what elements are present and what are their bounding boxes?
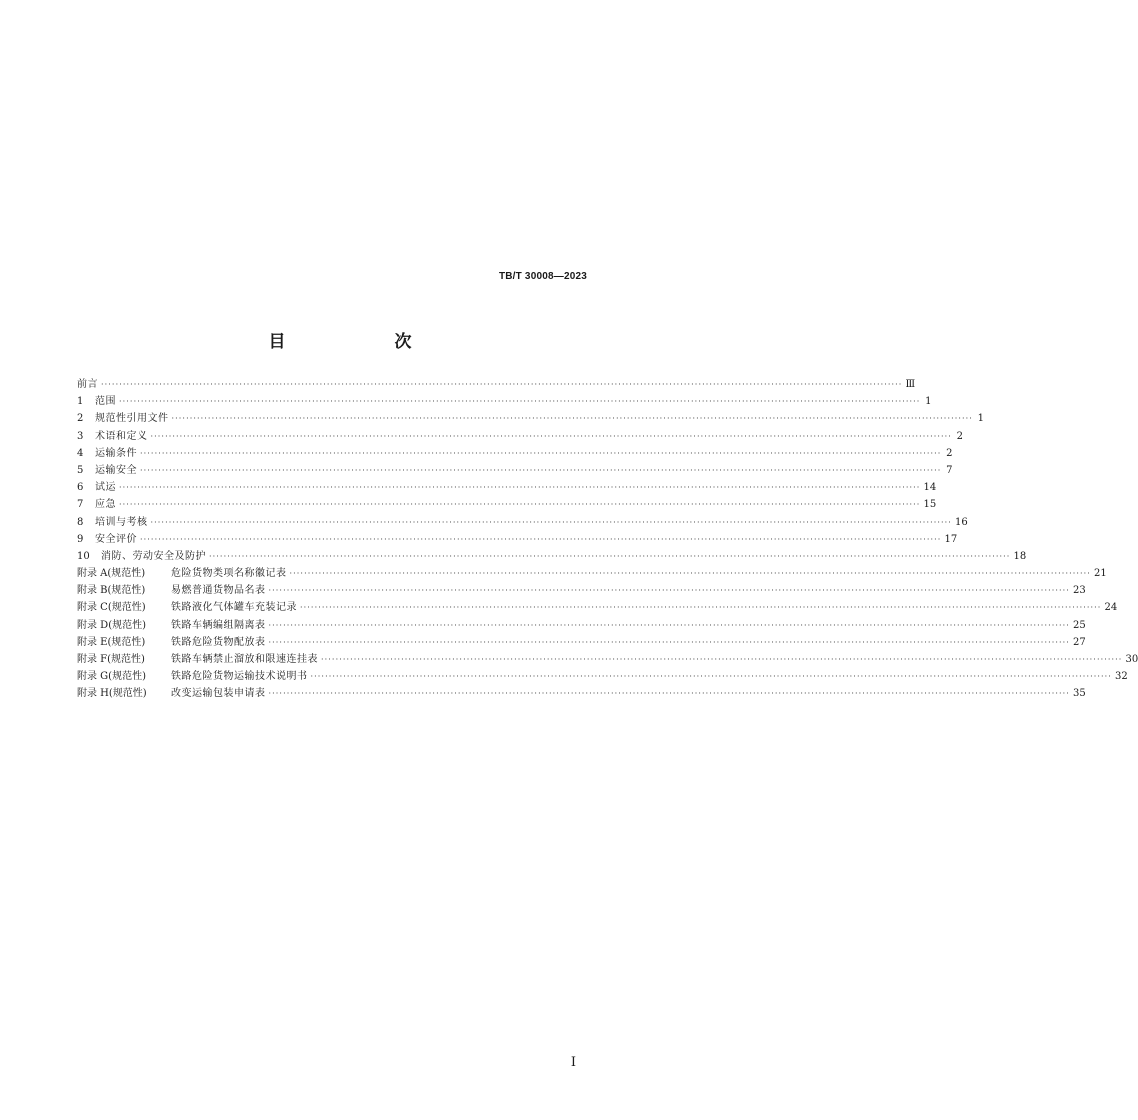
toc-entry-label: 运输安全 bbox=[95, 464, 137, 476]
toc-entry-label: 改变运输包装申请表 bbox=[171, 688, 266, 700]
toc-entry-page: 23 bbox=[1072, 585, 1086, 597]
toc-entry-page: 1 bbox=[977, 413, 984, 425]
toc-entry-page: 35 bbox=[1072, 688, 1086, 700]
toc-entry-page: 24 bbox=[1104, 602, 1118, 614]
toc-entry-number: 附录 E(规范性) bbox=[77, 636, 146, 648]
toc-dot-leader: ···························································································································································································································· bbox=[140, 534, 942, 544]
toc-entry[interactable] bbox=[77, 634, 1086, 651]
toc-entry-page: 30 bbox=[1125, 654, 1138, 665]
toc-entry[interactable] bbox=[77, 479, 937, 496]
toc-entry-page: 32 bbox=[1114, 671, 1128, 683]
toc-dot-leader: ···························································································································································································································· bbox=[310, 672, 1112, 682]
table-of-contents bbox=[77, 376, 1138, 703]
toc-entry[interactable] bbox=[77, 428, 963, 445]
toc-dot-leader: ···························································································································································································································· bbox=[300, 603, 1102, 613]
toc-entry-page: 21 bbox=[1093, 568, 1107, 580]
toc-entry[interactable] bbox=[77, 582, 1086, 599]
toc-entry-number: 附录 A(规范性) bbox=[77, 568, 146, 580]
toc-dot-leader: ···························································································································································································································· bbox=[321, 655, 1123, 664]
toc-entry-label: 易燃普通货物品名表 bbox=[171, 585, 266, 597]
toc-entry[interactable] bbox=[77, 651, 1138, 668]
toc-dot-leader: ···························································································································································································································· bbox=[101, 380, 903, 389]
toc-title: 目 次 bbox=[268, 332, 458, 352]
toc-entry-label: 铁路危险货物运输技术说明书 bbox=[171, 671, 308, 683]
toc-entry-page: 7 bbox=[946, 464, 953, 476]
toc-dot-leader: ···························································································································································································································· bbox=[140, 465, 942, 475]
toc-entry-label: 安全评价 bbox=[95, 533, 137, 545]
toc-entry-number: 9 bbox=[77, 533, 84, 545]
toc-entry-number: 6 bbox=[77, 482, 84, 494]
toc-dot-leader: ···························································································································································································································· bbox=[119, 500, 921, 510]
toc-entry-page: 18 bbox=[1013, 550, 1027, 562]
toc-entry-number: 附录 F(规范性) bbox=[77, 654, 145, 665]
toc-entry[interactable] bbox=[77, 668, 1128, 685]
toc-entry-label: 应急 bbox=[95, 499, 116, 511]
toc-entry-page: 1 bbox=[925, 396, 932, 408]
toc-entry[interactable] bbox=[77, 514, 968, 531]
toc-entry-number: 附录 G(规范性) bbox=[77, 671, 146, 683]
toc-entry[interactable] bbox=[77, 462, 953, 479]
toc-entry-page: 27 bbox=[1072, 636, 1086, 648]
toc-entry-page: 14 bbox=[923, 482, 937, 494]
toc-entry-label: 铁路液化气体罐车充装记录 bbox=[171, 602, 297, 614]
toc-entry-label: 铁路车辆禁止溜放和限速连挂表 bbox=[171, 654, 318, 665]
toc-entry-label: 消防、劳动安全及防护 bbox=[101, 550, 206, 562]
toc-entry-label: 运输条件 bbox=[95, 447, 137, 459]
toc-entry[interactable] bbox=[77, 617, 1086, 634]
toc-dot-leader: ···························································································································································································································· bbox=[150, 517, 952, 527]
toc-dot-leader: ···························································································································································································································· bbox=[289, 569, 1091, 579]
toc-entry-number: 4 bbox=[77, 447, 84, 459]
toc-entry-page: 2 bbox=[946, 447, 953, 459]
toc-dot-leader: ···························································································································································································································· bbox=[268, 637, 1070, 647]
toc-entry-number: 附录 C(规范性) bbox=[77, 602, 146, 614]
toc-entry-number: 5 bbox=[77, 464, 84, 476]
toc-entry-label: 范围 bbox=[95, 396, 116, 408]
toc-entry-page: 17 bbox=[944, 533, 958, 545]
toc-entry[interactable] bbox=[77, 445, 953, 462]
toc-entry-number: 附录 D(规范性) bbox=[77, 619, 146, 631]
toc-entry-label: 铁路危险货物配放表 bbox=[171, 636, 266, 648]
toc-entry-number: 3 bbox=[77, 430, 84, 442]
toc-dot-leader: ···························································································································································································································· bbox=[119, 483, 921, 493]
toc-entry[interactable] bbox=[77, 685, 1086, 702]
toc-entry-number: 2 bbox=[77, 413, 84, 425]
toc-entry[interactable] bbox=[77, 496, 937, 513]
toc-entry[interactable] bbox=[77, 565, 1107, 582]
toc-entry-number: 附录 B(规范性) bbox=[77, 585, 146, 597]
toc-dot-leader: ···························································································································································································································· bbox=[171, 414, 973, 424]
toc-entry-number: 10 bbox=[77, 550, 90, 562]
toc-dot-leader: ···························································································································································································································· bbox=[150, 431, 952, 441]
toc-dot-leader: ···························································································································································································································· bbox=[268, 689, 1070, 699]
toc-entry-label: 前言 bbox=[77, 379, 98, 390]
toc-dot-leader: ···························································································································································································································· bbox=[268, 620, 1070, 630]
toc-dot-leader: ···························································································································································································································· bbox=[268, 586, 1070, 596]
toc-entry[interactable] bbox=[77, 599, 1118, 616]
toc-entry-page: 2 bbox=[956, 430, 963, 442]
toc-dot-leader: ···························································································································································································································· bbox=[119, 397, 921, 407]
toc-entry-label: 铁路车辆编组隔离表 bbox=[171, 619, 266, 631]
toc-dot-leader: ···························································································································································································································· bbox=[140, 448, 942, 458]
toc-entry[interactable] bbox=[77, 548, 1027, 565]
toc-entry-label: 术语和定义 bbox=[95, 430, 148, 442]
toc-entry-number: 8 bbox=[77, 516, 84, 528]
toc-entry[interactable] bbox=[77, 393, 932, 410]
toc-entry-label: 规范性引用文件 bbox=[95, 413, 169, 425]
toc-entry-label: 危险货物类项名称徽记表 bbox=[171, 568, 287, 580]
toc-entry-label: 培训与考核 bbox=[95, 516, 148, 528]
toc-entry[interactable] bbox=[77, 531, 958, 548]
toc-entry-page: 25 bbox=[1072, 619, 1086, 631]
toc-entry-page: 15 bbox=[923, 499, 937, 511]
toc-entry-label: 试运 bbox=[95, 482, 116, 494]
toc-entry-number: 1 bbox=[77, 396, 84, 408]
toc-entry-number: 7 bbox=[77, 499, 84, 511]
standard-code: TB/T 30008—2023 bbox=[498, 271, 587, 282]
toc-entry-page: Ⅲ bbox=[905, 379, 916, 390]
toc-entry[interactable] bbox=[77, 410, 984, 427]
page-number: I bbox=[570, 1055, 576, 1070]
toc-dot-leader: ···························································································································································································································· bbox=[209, 551, 1011, 561]
toc-entry-page: 16 bbox=[954, 516, 968, 528]
toc-entry-number: 附录 H(规范性) bbox=[77, 688, 147, 700]
toc-entry[interactable] bbox=[77, 376, 916, 393]
